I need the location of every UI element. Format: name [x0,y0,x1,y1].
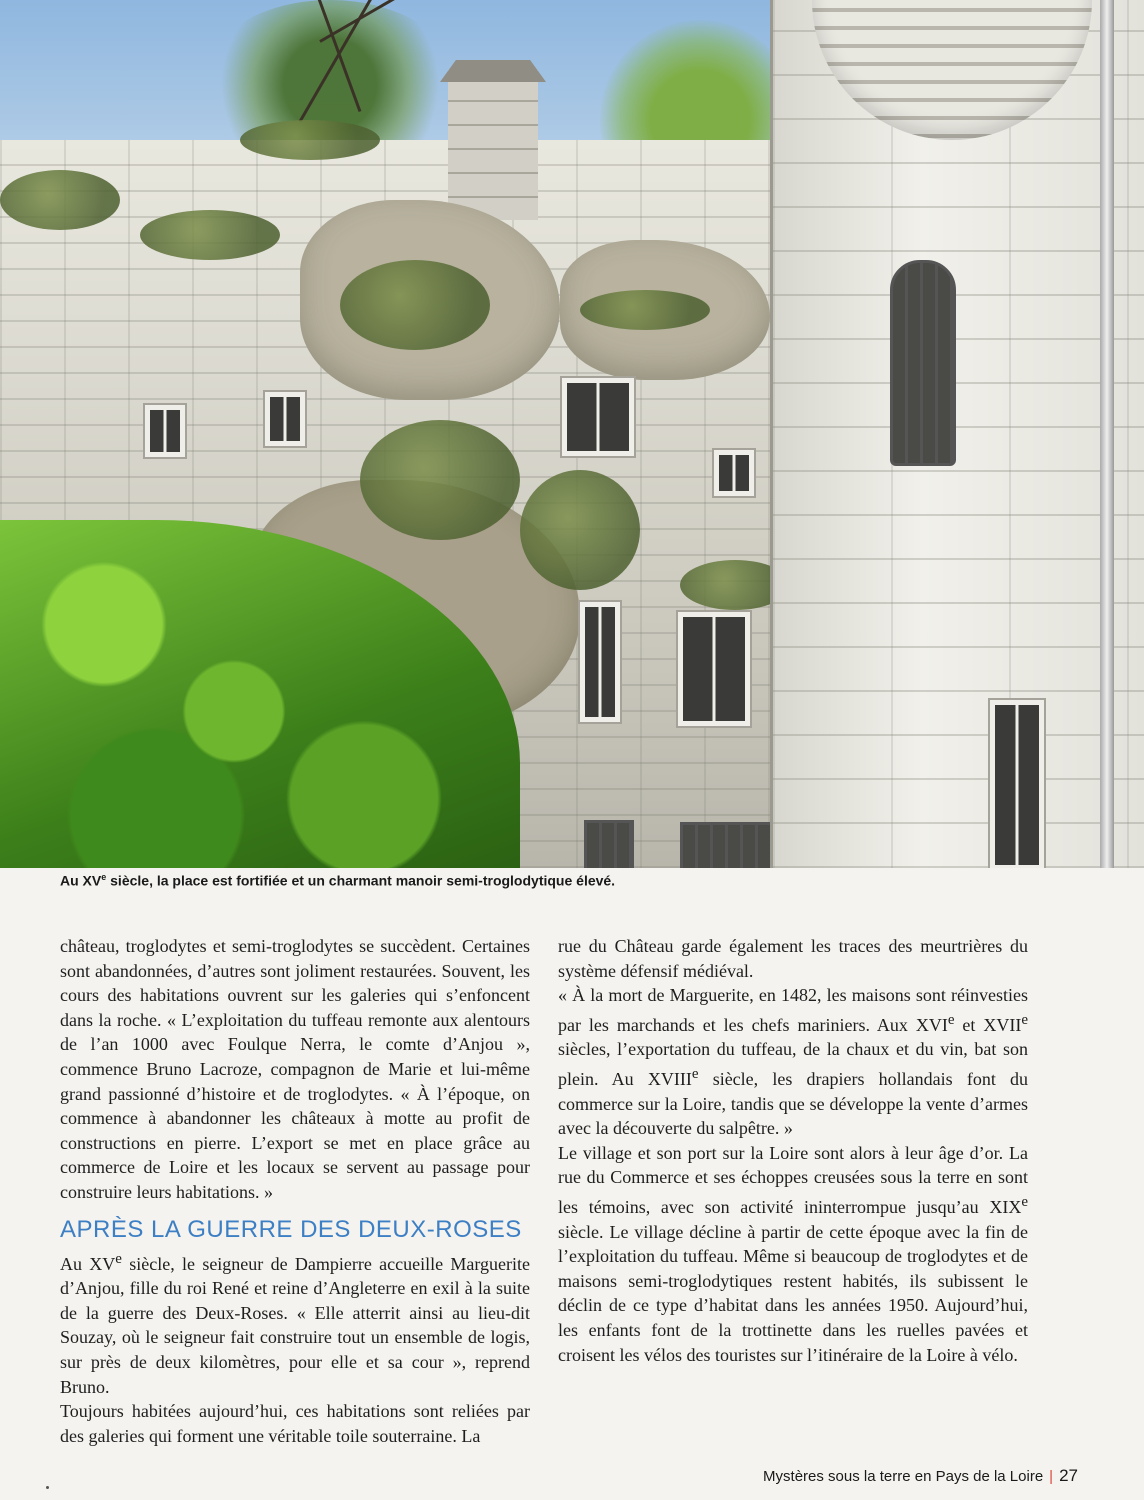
print-mark [46,1486,49,1489]
moss [340,260,490,350]
moss [360,420,520,540]
window [562,378,634,456]
moss [0,170,120,230]
moss [140,210,280,260]
paragraph: Au XVe siècle, le seigneur de Dampierre accueille Marguerite d’Anjou, fille du roi René et reine d’Angleterre en exil à la suite de la guerre des Deux-Roses. « Elle atterrit ainsi au lieu-dit Souzay, où le seigneur fait construire tout un ensemble de logis, sur près de deux kilomètres, pour elle et sa cour », reprend Bruno. [60,1250,530,1397]
tower-window-grille [890,260,956,466]
moss [240,120,380,160]
paragraph: château, troglodytes et semi-troglodytes se succèdent. Certaines sont abandonnées, d’autres sont joliment restaurées. Souvent, les cours des habitations ouvrent sur les galeries qui s’enfoncent dans la roche. « L’exploitation du tuffeau remonte aux alentours de l’an 1000 avec Foulque Nerra, le comte d’Anjou », commence Bruno Lacroze, compagnon de Marie et lui-même grand passionné d’histoire et de troglodytes. « À l’époque, on commence à abandonner les châteaux à motte au profit de constructions en pierre. L’export se met en place grâce au commerce de Loire et les locaux se servent au passage pour construire leurs habitations. » [60,936,530,1202]
footer-separator: | [1049,1468,1054,1485]
chimney-cap [440,60,546,82]
section-heading: APRÈS LA GUERRE DES DEUX-ROSES [60,1215,522,1243]
photo-caption: Au XVe siècle, la place est fortifiée et un charmant manoir semi-troglodytique élevé. [60,872,616,889]
moss [520,470,640,590]
window-grille [680,822,782,868]
window [990,700,1044,868]
window-grille [584,820,634,868]
publication-title: Mystères sous la terre en Pays de la Loire [763,1468,1044,1485]
window [580,602,620,722]
paragraph: « À la mort de Marguerite, en 1482, les maisons sont réinvesties par les marchands et les chefs mariniers. Aux XVIe et XVIIe siècles, l’exportation du tuffeau, de la chaux et du vin, bat son plein. Au XVIIIe siècle, les drapiers hollandais font du commerce sur la Loire, tandis que se développe la vente d’armes avec la découverte du salpêtre. » [558,985,1028,1139]
right-column [558,934,1028,1367]
window [145,405,185,457]
drainpipe [1100,0,1114,868]
left-column [60,934,530,1448]
paragraph: Toujours habitées aujourd’hui, ces habitations sont reliées par des galeries qui forment une véritable toile souterraine. La [60,1401,530,1446]
moss [580,290,710,330]
page-footer [763,1466,1078,1486]
window [714,450,754,496]
chimney [448,70,538,220]
window [678,612,750,726]
window [265,392,305,446]
page-number: 27 [1059,1466,1078,1485]
paragraph: Le village et son port sur la Loire sont alors à leur âge d’or. La rue du Commerce et ses échoppes creusées sous la terre en sont les témoins, avec son activité ininterrompue jusqu’au XIXe siècle. Le village décline à partir de cette époque avec la fin de l’exploitation du tuffeau. Même si beaucoup de troglodytes et de maisons semi-troglodytiques restent habités, ils subissent le déclin de ce type d’habitat dans les années 1950. Aujourd’hui, les enfants font de la trottinette dans les ruelles pavées et croisent les vélos des touristes sur l’itinéraire de la Loire à vélo. [558,1142,1028,1365]
paragraph: rue du Château garde également les traces des meurtrières du système défensif médiéval. [558,936,1028,981]
